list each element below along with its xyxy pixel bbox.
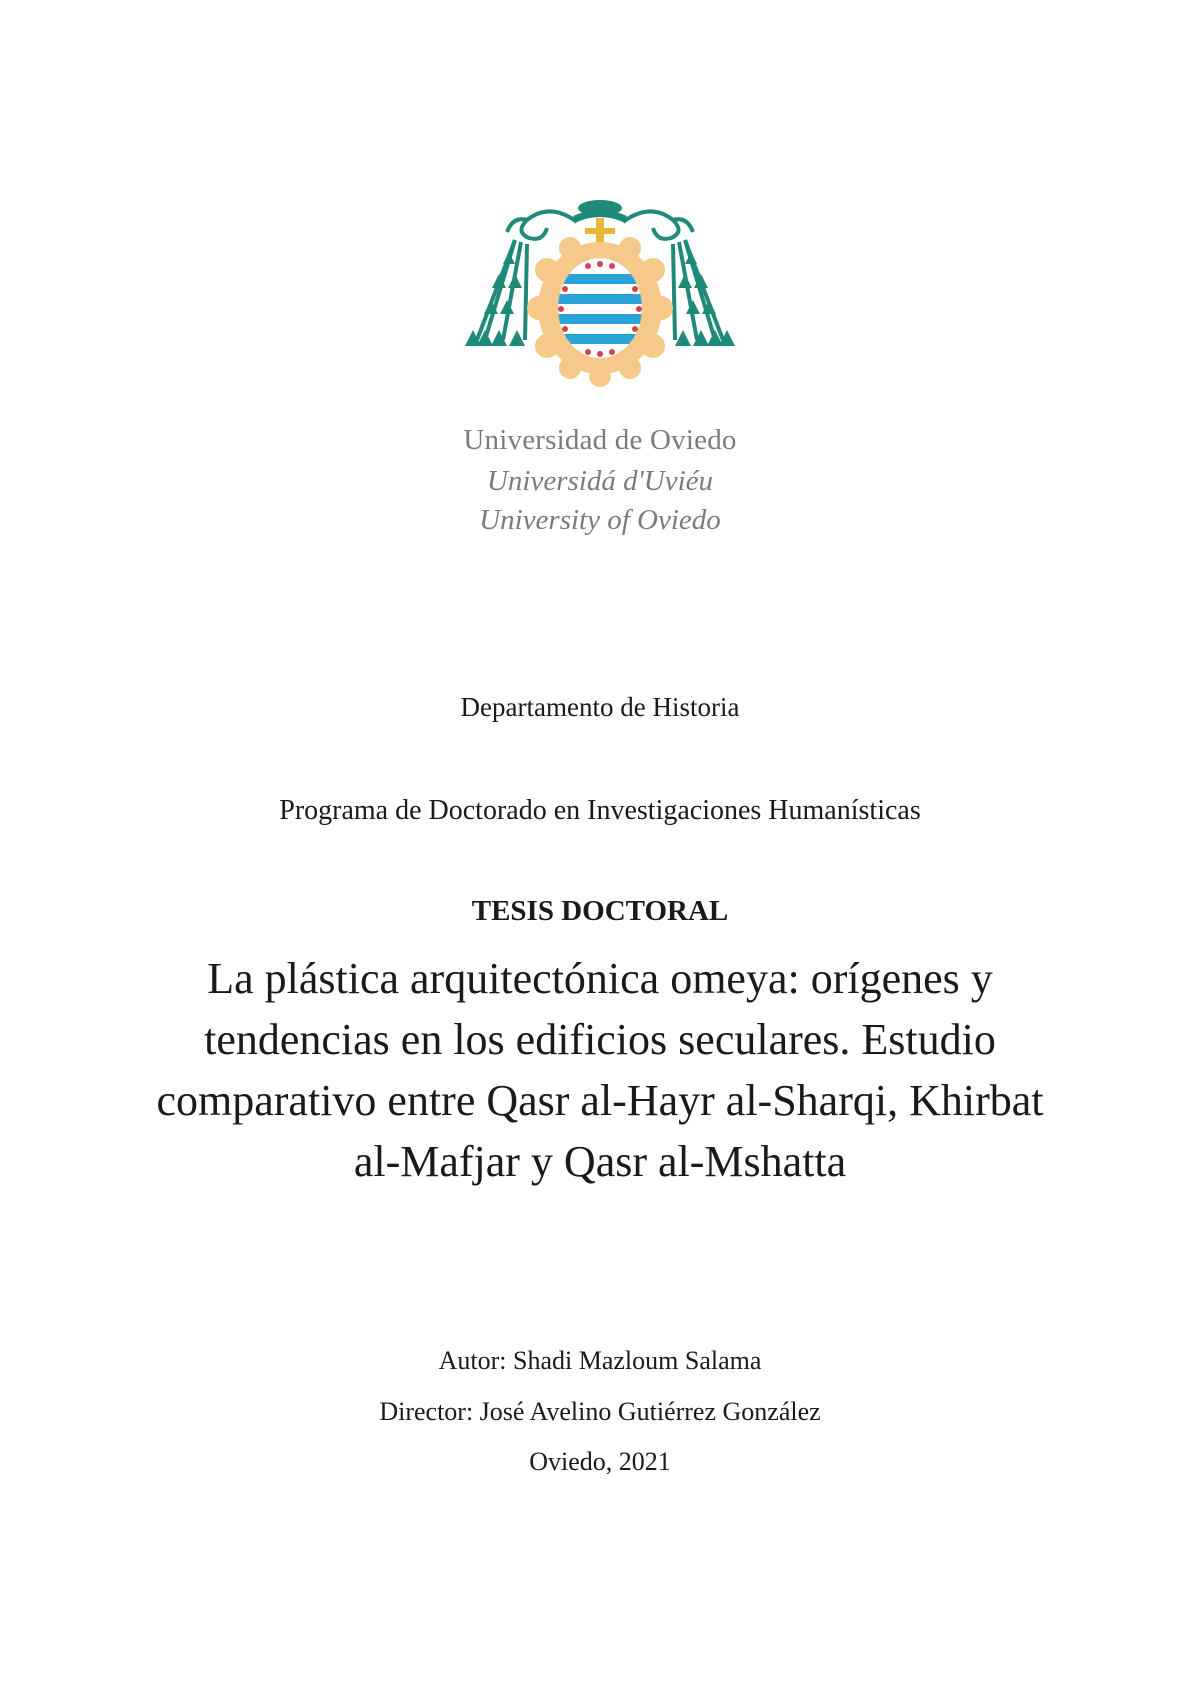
department-name: Departamento de Historia: [460, 692, 740, 722]
university-name-english: University of Oviedo: [479, 504, 721, 536]
thesis-title: La plástica arquitectónica omeya: orígenes y tendencias en los edificios seculares. Estudio comparativo entre Qasr al-Hayr al-Sharqi, Khirbat al-Mafjar y Qasr al-Mshatta: [156, 954, 1044, 1186]
place-and-year: Oviedo, 2021: [529, 1447, 671, 1476]
author-line: Autor: Shadi Mazloum Salama: [438, 1346, 762, 1375]
director-line: Director: José Avelino Gutiérrez González: [379, 1397, 821, 1426]
university-crest-icon: [455, 190, 745, 420]
university-name-spanish: Universidad de Oviedo: [463, 424, 737, 456]
doctoral-program: Programa de Doctorado en Investigaciones Humanísticas: [279, 795, 921, 826]
document-type-label: TESIS DOCTORAL: [471, 895, 729, 927]
university-name-asturian: Universidá d'Uviéu: [486, 465, 714, 497]
